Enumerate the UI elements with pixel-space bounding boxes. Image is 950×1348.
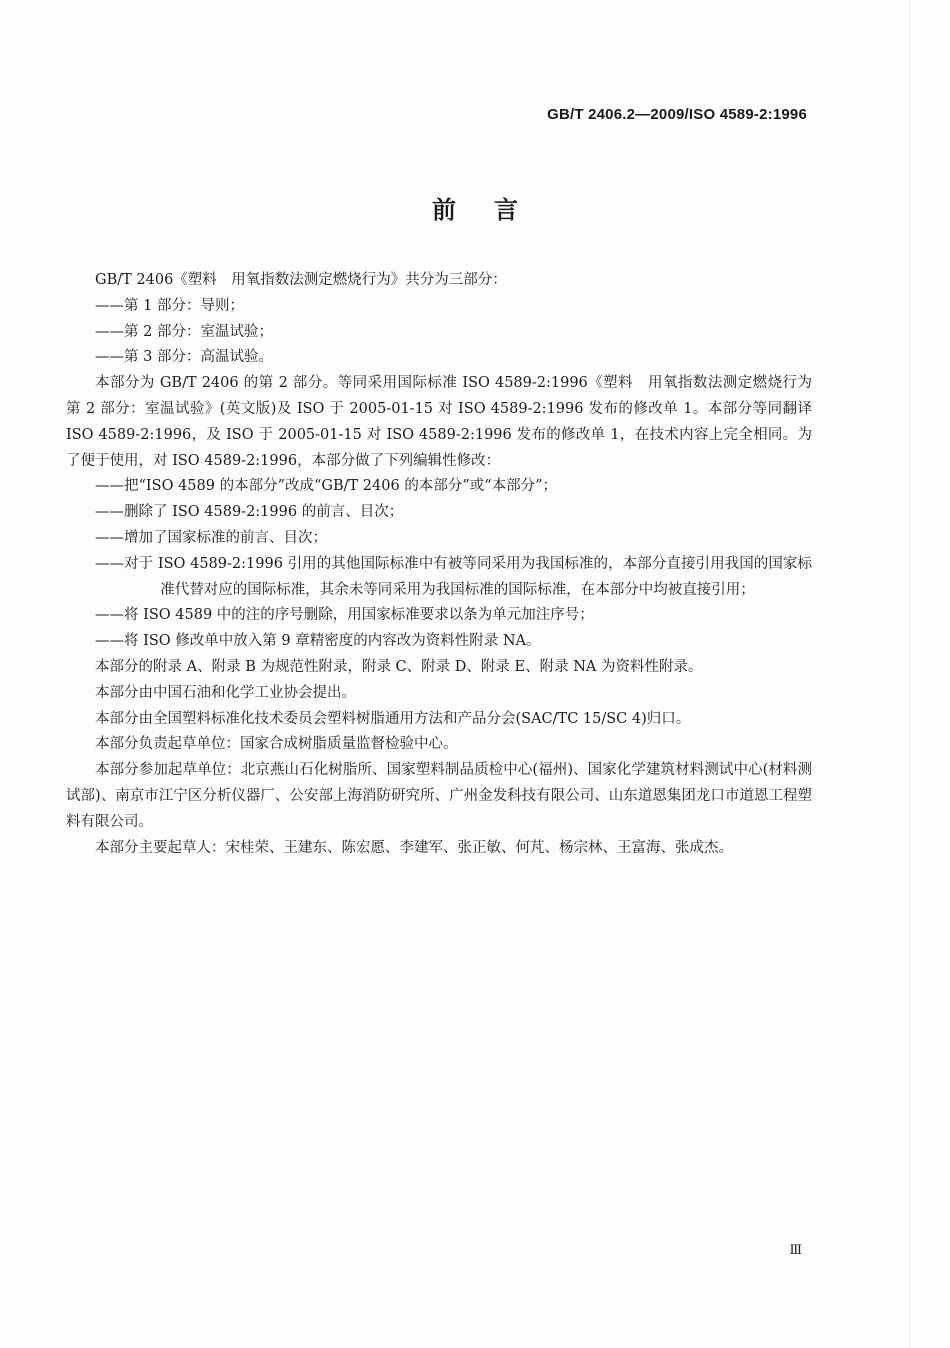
paragraph-main-drafters: 本部分主要起草人：宋桂荣、王建东、陈宏愿、李建军、张正敏、何芃、杨宗林、王富海、张成杰。 (95, 839, 733, 856)
paragraph-participating-drafters: 本部分参加起草单位：北京燕山石化树脂所、国家塑料制品质检中心(福州)、国家化学建筑材料测试中心(材料测试部)、南京市江宁区分析仪器厂、公安部上海消防研究所、广州金发科技有限公司、山东道恩集团龙口市道恩工程塑料有限公司。 (66, 762, 812, 830)
paragraph-intro: GB/T 2406《塑料 用氧指数法测定燃烧行为》共分为三部分： (95, 272, 507, 288)
list-item-edit-4: ——对于 ISO 4589-2:1996 引用的其他国际标准中有被等同采用为我国标准的，本部分直接引用我国的国家标准代替对应的国际标准，其余未等同采用为我国标准的国际标准，在本部分中均被直接引用； (95, 555, 812, 598)
page-title: 前言 (432, 196, 556, 224)
list-item-part-3: ——第 3 部分：高温试验。 (95, 349, 273, 366)
foreword-body (66, 268, 827, 861)
list-item-edit-3: ——增加了国家标准的前言、目次； (95, 529, 327, 546)
paragraph-lead-drafter: 本部分负责起草单位：国家合成树脂质量监督检验中心。 (95, 736, 458, 753)
paragraph-annexes: 本部分的附录 A、附录 B 为规范性附录，附录 C、附录 D、附录 E、附录 NA 为资料性附录。 (95, 658, 703, 675)
page-number: Ⅲ (789, 1243, 802, 1258)
list-item-part-1: ——第 1 部分：导则； (95, 297, 244, 314)
list-item-edit-1: ——把“ISO 4589 的本部分”改成“GB/T 2406 的本部分”或“本部分”； (95, 478, 558, 495)
standard-code-header: GB/T 2406.2—2009/ISO 4589-2:1996 (547, 106, 807, 123)
list-item-edit-6: ——将 ISO 修改单中放入第 9 章精密度的内容改为资料性附录 NA。 (95, 633, 541, 650)
paragraph-proposer: 本部分由中国石油和化学工业协会提出。 (95, 684, 356, 701)
list-item-part-2: ——第 2 部分：室温试验； (95, 323, 273, 340)
list-item-edit-2: ——删除了 ISO 4589-2:1996 的前言、目次； (95, 504, 404, 521)
paragraph-equivalence: 本部分为 GB/T 2406 的第 2 部分。等同采用国际标准 ISO 4589-2:1996《塑料 用氧指数法测定燃烧行为 第 2 部分：室温试验》(英文版)及 ISO 于 2005-01-15 对 ISO 4589-2:1996 发布的修改单 1。本部分等同翻译 ISO 4589-2:1996，及 ISO 于 2005-01-15 对 ISO 4589-2:1996 发布的修改单 1，在技术内容上完全相同。为了便于使用，对 ISO 4589-2:1996，本部分做了下列编辑性修改： (66, 375, 827, 469)
paragraph-committee: 本部分由全国塑料标准化技术委员会塑料树脂通用方法和产品分会(SAC/TC 15/SC 4)归口。 (95, 710, 691, 727)
list-item-edit-5: ——将 ISO 4589 中的注的序号删除，用国家标准要求以条为单元加注序号； (95, 607, 594, 624)
